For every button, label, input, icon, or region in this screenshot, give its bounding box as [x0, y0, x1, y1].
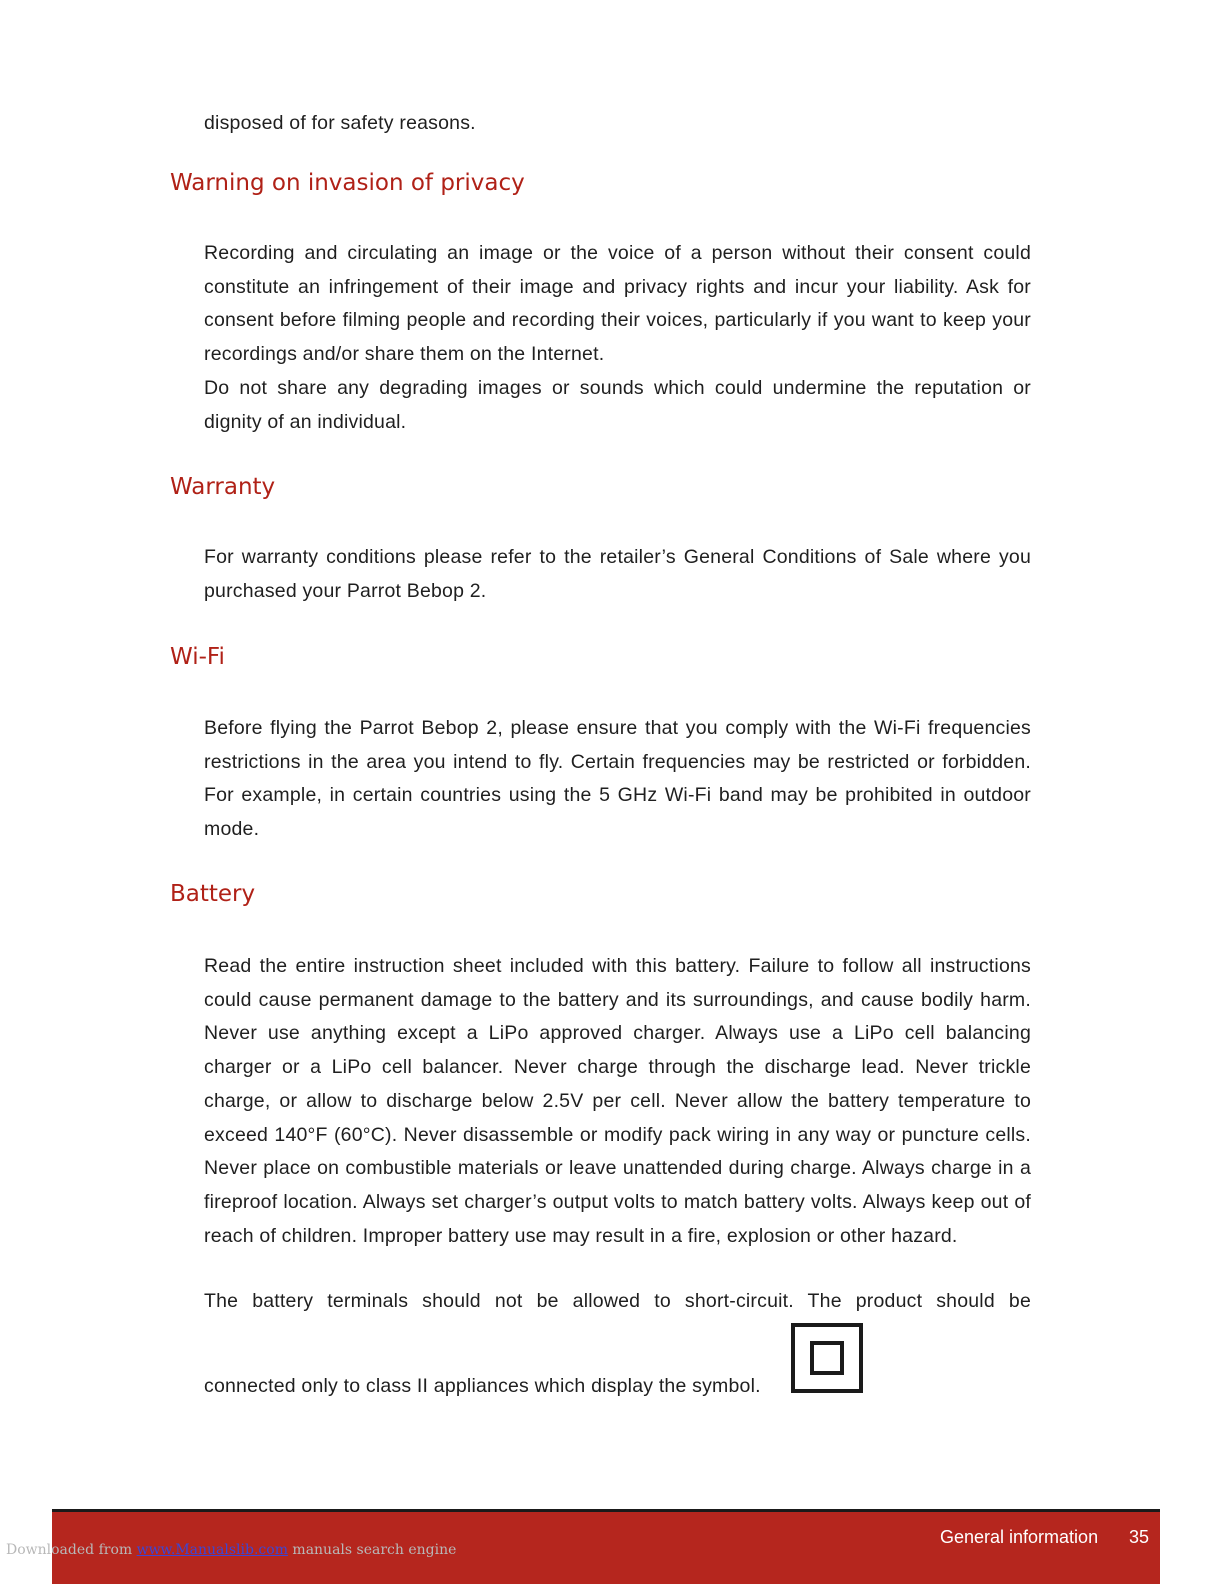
heading-battery: Battery — [170, 881, 256, 907]
footer-section-title: General information — [940, 1527, 1099, 1547]
class-ii-double-square-icon — [791, 1323, 863, 1393]
warranty-paragraph: For warranty conditions please refer to the retailer’s General Conditions of Sale where you purchased your Parrot Bebop 2. — [204, 546, 1031, 602]
battery-paragraph-1: Read the entire instruction sheet included with this battery. Failure to follow all instructions could cause permanent damage to the battery and its surroundings, and cause bodily harm. Never use anything except a LiPo approved charger. Always use a LiPo cell balancing charger or a LiPo cell balancer. Never charge through the discharge lead. Never trickle charge, or allow to discharge below 2.5V per cell. Never allow the battery temperature to exceed 140°F (60°C). Never disassemble or modify pack wiring in any way or puncture cells. Never place on combustible materials or leave unattended during charge. Always charge in a fireproof location. Always set charger’s output volts to match battery volts. Always keep out of reach of children. Improper battery use may result in a fire, explosion or other hazard. — [204, 955, 1031, 1247]
continuation-text: disposed of for safety reasons. — [204, 112, 476, 134]
watermark-suffix: manuals search engine — [287, 1542, 457, 1558]
heading-privacy: Warning on invasion of privacy — [170, 170, 525, 196]
footer-page-number: 35 — [1129, 1527, 1150, 1547]
heading-wifi: Wi-Fi — [170, 644, 225, 670]
privacy-paragraph-1: Recording and circulating an image or the voice of a person without their consent could constitute an infringement of their image and privacy rights and incur your liability. Ask for consent before filming people and recording their voices, particularly if you want to keep your recordings and/or share them on the Internet. — [204, 242, 1031, 366]
battery-paragraph-3: connected only to class II appliances which display the symbol. — [204, 1375, 761, 1397]
wifi-paragraph: Before flying the Parrot Bebop 2, please ensure that you comply with the Wi-Fi frequencies restrictions in the area you intend to fly. Certain frequencies may be restricted or forbidden. For example, in certain countries using the 5 GHz Wi-Fi band may be prohibited in outdoor mode. — [204, 717, 1031, 841]
privacy-paragraph-2: Do not share any degrading images or sounds which could undermine the reputation or dignity of an individual. — [204, 377, 1031, 433]
heading-warranty: Warranty — [170, 474, 276, 500]
manualslib-link[interactable]: www.Manualslib.com — [136, 1542, 288, 1558]
download-watermark — [6, 1542, 456, 1558]
watermark-prefix: Downloaded from — [6, 1542, 137, 1558]
battery-paragraph-2: The battery terminals should not be allowed to short-circuit. The product should be — [204, 1290, 1031, 1312]
